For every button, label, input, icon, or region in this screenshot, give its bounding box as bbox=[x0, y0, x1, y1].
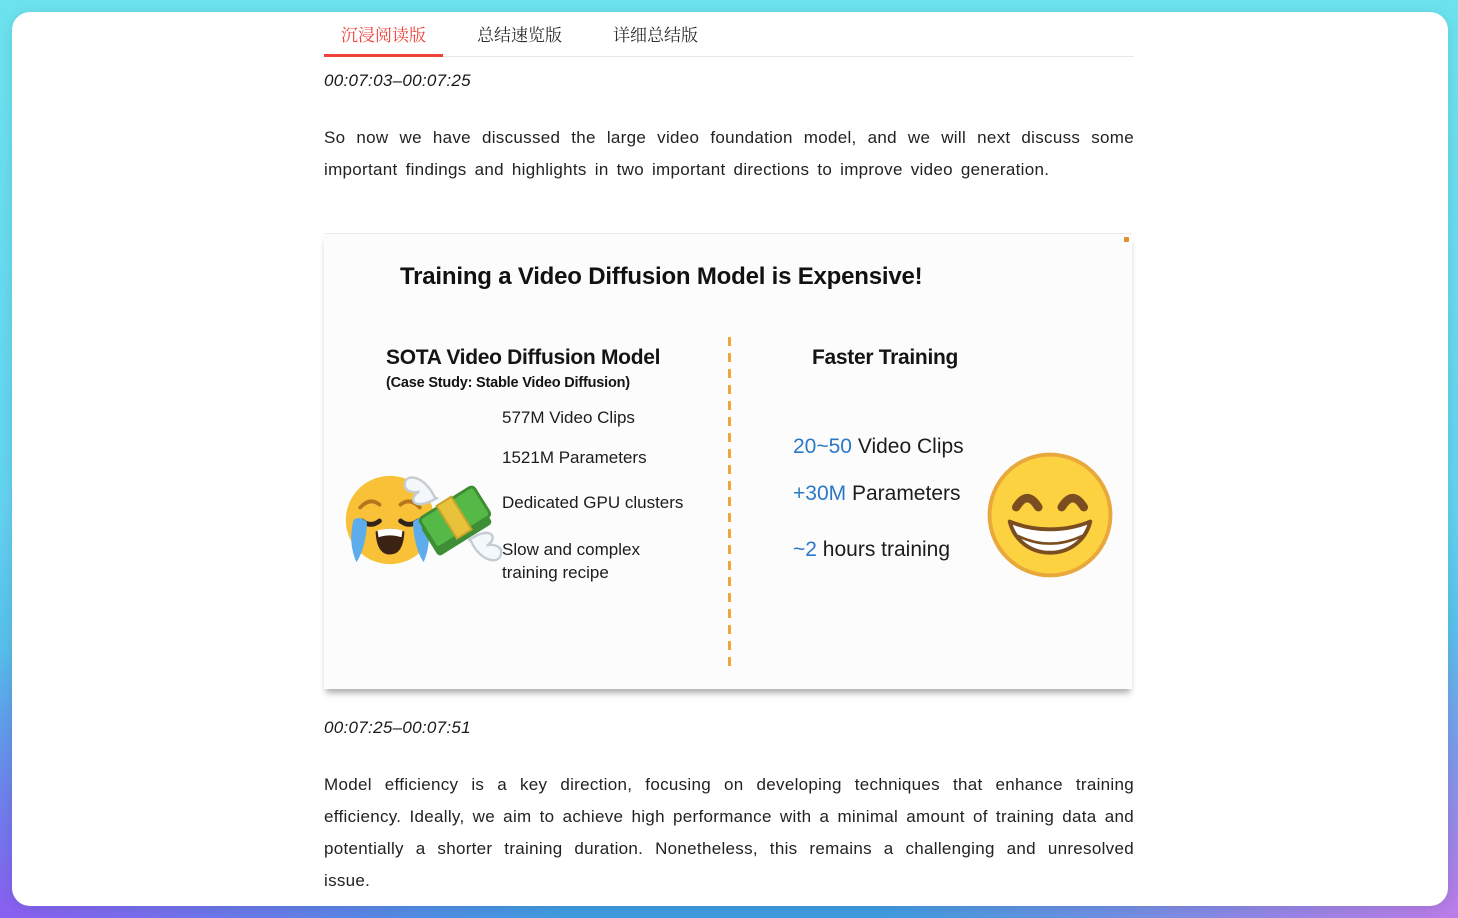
timestamp-range-2: 00:07:25–00:07:51 bbox=[324, 718, 471, 737]
content-card bbox=[12, 12, 1448, 906]
dashed-divider bbox=[728, 337, 731, 673]
slide-image bbox=[324, 233, 1132, 689]
money-with-wings-icon bbox=[400, 468, 506, 570]
tab-immersive-reading[interactable]: 沉浸阅读版 bbox=[324, 12, 443, 57]
slide-right-heading: Faster Training bbox=[812, 346, 959, 369]
beaming-face-icon bbox=[985, 450, 1115, 580]
slide-right-item bbox=[793, 482, 961, 506]
highlight-value: ~2 bbox=[793, 538, 817, 561]
tab-bar bbox=[324, 12, 1134, 57]
content-column bbox=[324, 12, 1134, 897]
slide-left-item: 577M Video Clips bbox=[502, 408, 635, 427]
slide-left-item: Dedicated GPU clusters bbox=[502, 493, 684, 512]
highlight-value: +30M bbox=[793, 482, 847, 505]
item-text: Parameters bbox=[846, 482, 961, 505]
slide-title: Training a Video Diffusion Model is Expensive! bbox=[400, 263, 923, 290]
transcript-paragraph-2: Model efficiency is a key direction, focusing on developing techniques that enhance training efficiency. Ideally, we aim to achieve high performance with a minimal amount of training data and potentially a shorter training duration. Nonetheless, this remains a challenging and unresolved issue. bbox=[324, 775, 1134, 890]
slide-right-item bbox=[793, 538, 950, 562]
tab-detailed-summary[interactable]: 详细总结版 bbox=[613, 25, 698, 45]
item-text: hours training bbox=[816, 538, 951, 561]
tab-summary-overview[interactable]: 总结速览版 bbox=[477, 25, 562, 45]
slide-corner-dot bbox=[1124, 237, 1129, 242]
item-text: Video Clips bbox=[851, 435, 964, 458]
transcript-paragraph-1: So now we have discussed the large video foundation model, and we will next discuss some important findings and highlights in two important directions to improve video generation. bbox=[324, 128, 1134, 179]
slide-left-subheading: (Case Study: Stable Video Diffusion) bbox=[386, 375, 630, 391]
slide-right-item bbox=[793, 435, 964, 459]
slide-left-item: Slow and complex training recipe bbox=[502, 540, 640, 582]
slide-left-item: 1521M Parameters bbox=[502, 448, 647, 467]
timestamp-range-1: 00:07:03–00:07:25 bbox=[324, 71, 471, 90]
highlight-value: 20~50 bbox=[793, 435, 852, 458]
slide-left-heading: SOTA Video Diffusion Model bbox=[386, 346, 661, 369]
